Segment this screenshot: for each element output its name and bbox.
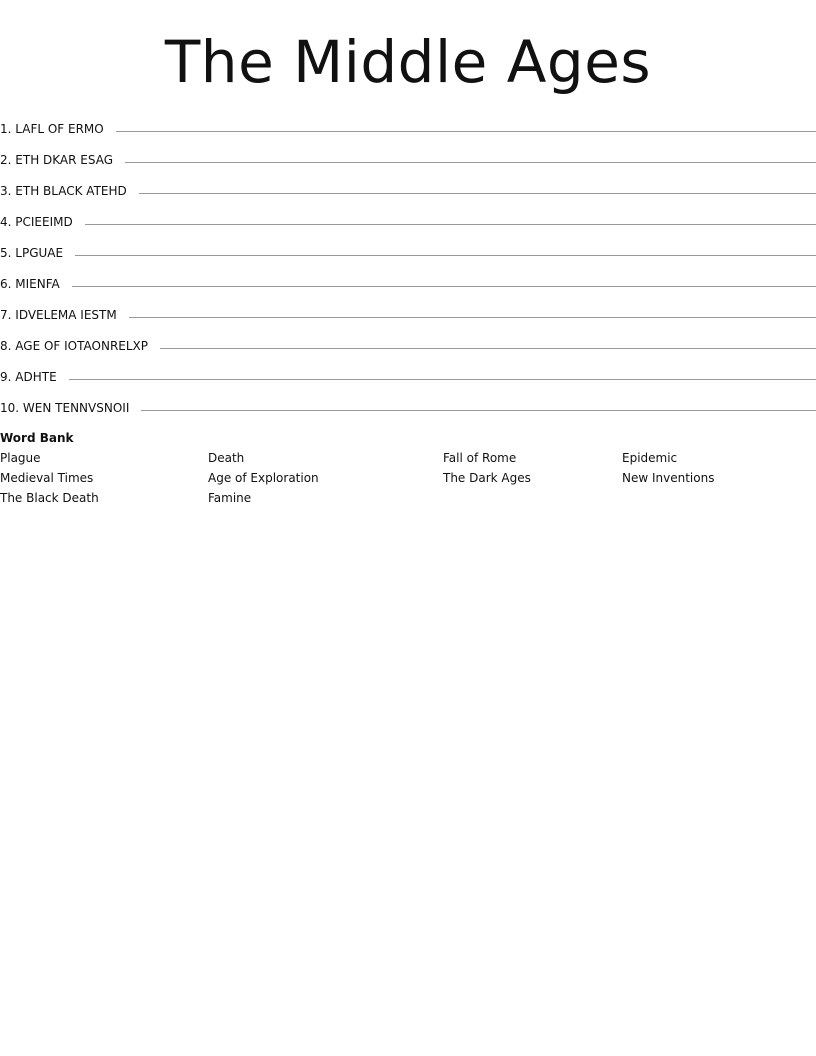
answer-line[interactable] <box>129 316 816 318</box>
question-number: 1. <box>0 122 12 136</box>
question-label <box>0 275 72 293</box>
scrambled-word: ETH DKAR ESAG <box>15 153 114 167</box>
scrambled-word: MIENFA <box>15 277 60 291</box>
scrambled-word: AGE OF IOTAONRELXP <box>15 339 149 353</box>
question-label <box>0 306 129 324</box>
word-bank-item: The Dark Ages <box>443 471 531 485</box>
question-row <box>0 142 816 173</box>
question-row <box>0 111 816 142</box>
answer-line[interactable] <box>160 347 816 349</box>
scrambled-word: PCIEEIMD <box>15 215 73 229</box>
question-row <box>0 204 816 235</box>
answer-line[interactable] <box>72 285 816 287</box>
word-bank-item: Plague <box>0 451 41 465</box>
answer-line[interactable] <box>75 254 816 256</box>
question-row <box>0 173 816 204</box>
question-label <box>0 151 125 169</box>
word-bank-item: Age of Exploration <box>208 471 319 485</box>
scrambled-word: WEN TENNVSNOII <box>22 401 130 415</box>
scrambled-word: ETH BLACK ATEHD <box>15 184 127 198</box>
question-number: 6. <box>0 277 12 291</box>
question-number: 5. <box>0 246 12 260</box>
answer-line[interactable] <box>116 130 816 132</box>
word-bank <box>0 449 816 509</box>
question-number: 4. <box>0 215 12 229</box>
question-label <box>0 368 69 386</box>
word-bank-title: Word Bank <box>0 431 74 445</box>
question-row <box>0 328 816 359</box>
question-row <box>0 390 816 421</box>
question-label <box>0 213 85 231</box>
question-label <box>0 120 116 138</box>
question-number: 10. <box>0 401 20 415</box>
question-number: 2. <box>0 153 12 167</box>
word-bank-item: Death <box>208 451 245 465</box>
page-title: The Middle Ages <box>164 28 652 96</box>
scrambled-word: LAFL OF ERMO <box>15 122 104 136</box>
answer-line[interactable] <box>69 378 816 380</box>
word-bank-item: Epidemic <box>622 451 678 465</box>
question-row <box>0 266 816 297</box>
question-number: 3. <box>0 184 12 198</box>
question-number: 9. <box>0 370 12 384</box>
answer-line[interactable] <box>141 409 816 411</box>
word-bank-item: Fall of Rome <box>443 451 517 465</box>
word-bank-item: The Black Death <box>0 491 99 505</box>
question-row <box>0 235 816 266</box>
scrambled-word: LPGUAE <box>15 246 64 260</box>
answer-line[interactable] <box>85 223 816 225</box>
question-list <box>0 111 816 421</box>
scrambled-word: ADHTE <box>15 370 57 384</box>
question-row <box>0 297 816 328</box>
word-bank-item: New Inventions <box>622 471 715 485</box>
question-label <box>0 244 75 262</box>
question-label <box>0 399 141 417</box>
question-number: 8. <box>0 339 12 353</box>
question-number: 7. <box>0 308 12 322</box>
scrambled-word: IDVELEMA IESTM <box>15 308 117 322</box>
question-row <box>0 359 816 390</box>
word-bank-item: Medieval Times <box>0 471 94 485</box>
answer-line[interactable] <box>125 161 816 163</box>
question-label <box>0 182 139 200</box>
word-bank-item: Famine <box>208 491 252 505</box>
question-label <box>0 337 160 355</box>
answer-line[interactable] <box>139 192 816 194</box>
